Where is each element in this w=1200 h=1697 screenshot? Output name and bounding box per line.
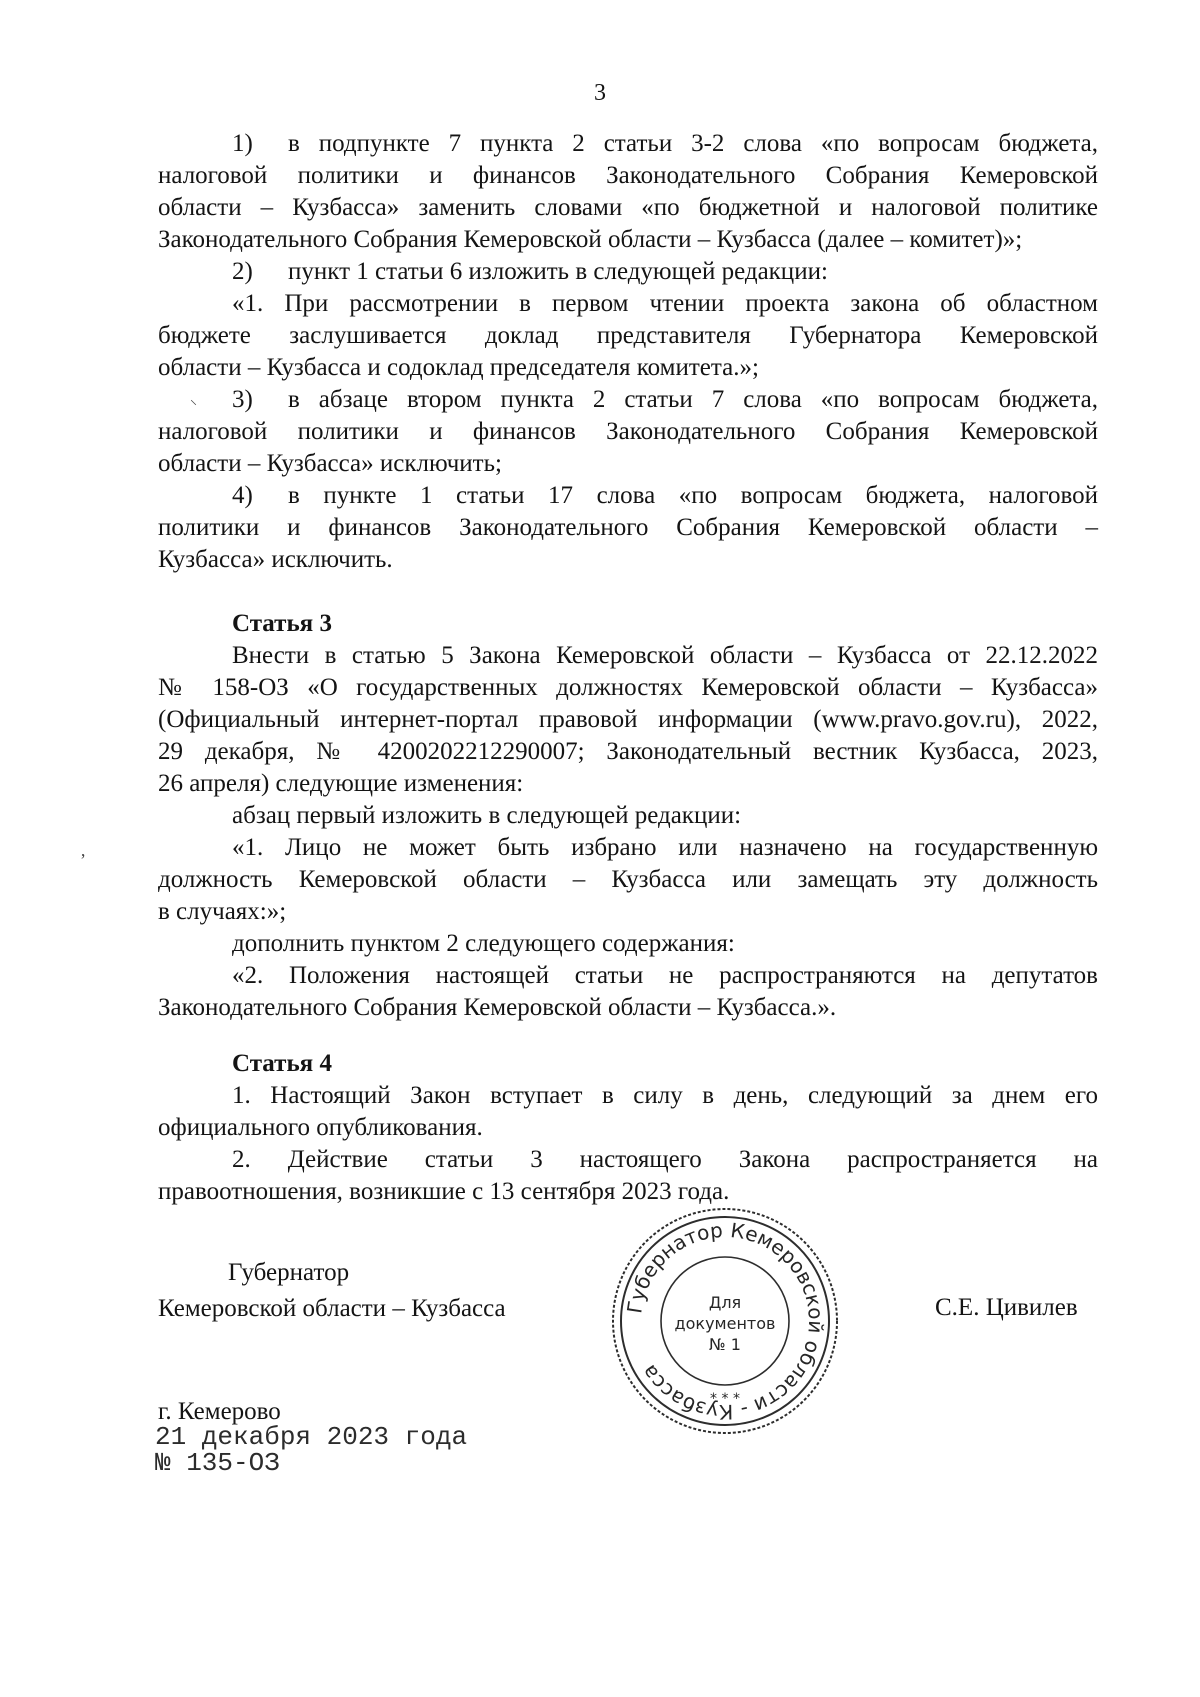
- signature-name: С.Е. Цивилев: [935, 1294, 1078, 1321]
- a3-p1-line-1: Внести в статью 5 Закона Кемеровской области – Кузбасса от 22.12.2022: [232, 642, 1098, 669]
- item-1-line-2: налоговой политики и финансов Законодательного Собрания Кемеровской: [158, 162, 1098, 189]
- scan-speck: ʼ: [80, 850, 86, 870]
- article3: [158, 608, 1098, 1024]
- item-1-line-1: 1) в подпункте 7 пункта 2 статьи 3-2 слова «по вопросам бюджета,: [232, 130, 1098, 157]
- a3-p1-line-3: (Официальный интернет-портал правовой информации (www.pravo.gov.ru), 2022,: [158, 706, 1098, 733]
- a3-p1-line-2: № 158-ОЗ «О государственных должностях Кемеровской области – Кузбасса»: [158, 674, 1098, 701]
- stamp-stars: * * *: [710, 1391, 740, 1407]
- a4-p1-line-2: официального опубликования.: [158, 1114, 483, 1141]
- signature-title: [158, 1255, 506, 1327]
- item-1-line-3: области – Кузбасса» заменить словами «по бюджетной и налоговой политике: [158, 194, 1098, 221]
- law-number: № 135-ОЗ: [155, 1448, 280, 1478]
- article4: [158, 1048, 1098, 1208]
- a3-p2-line-1: абзац первый изложить в следующей редакции:: [232, 802, 742, 829]
- item-1-line-4: Законодательного Собрания Кемеровской области – Кузбасса (далее – комитет)»;: [158, 226, 1023, 253]
- a4-p2-line-2: правоотношения, возникшие с 13 сентября 2023 года.: [158, 1178, 730, 1205]
- date-and-number: [155, 1424, 467, 1476]
- quote-1-line-3: области – Кузбасса и содоклад председателя комитета.»;: [158, 354, 759, 381]
- article4-title: Статья 4: [232, 1050, 332, 1077]
- a3-p3-line-3: в случаях:»;: [158, 898, 287, 925]
- quote-1-line-2: бюджете заслушивается доклад представителя Губернатора Кемеровской: [158, 322, 1098, 349]
- a4-p2-line-1: 2. Действие статьи 3 настоящего Закона распространяется на: [232, 1146, 1098, 1173]
- quote-1-line-1: «1. При рассмотрении в первом чтении проекта закона об областном: [232, 290, 1098, 317]
- stamp-ring-text: Губернатор Кемеровской области - Кузбасса: [622, 1217, 829, 1425]
- stamp-center-line-2: документов: [674, 1314, 776, 1333]
- stamp-center-line-3: № 1: [709, 1335, 741, 1354]
- item-4-line-1: 4) в пункте 1 статьи 17 слова «по вопросам бюджета, налоговой: [232, 482, 1098, 509]
- place-of-signing: г. Кемерово: [158, 1398, 281, 1425]
- a3-p5-line-2: Законодательного Собрания Кемеровской области – Кузбасса.».: [158, 994, 837, 1021]
- item-2-line-1: 2) пункт 1 статьи 6 изложить в следующей редакции:: [232, 258, 828, 285]
- item-3-line-2: налоговой политики и финансов Законодательного Собрания Кемеровской: [158, 418, 1098, 445]
- a3-p4-line-1: дополнить пунктом 2 следующего содержания:: [232, 930, 735, 957]
- a3-p3-line-2: должность Кемеровской области – Кузбасса или замещать эту должность: [158, 866, 1098, 893]
- a3-p5-line-1: «2. Положения настоящей статьи не распространяются на депутатов: [232, 962, 1098, 989]
- scan-speck: ⸜: [190, 393, 197, 408]
- article3-title: Статья 3: [232, 610, 332, 637]
- signature-title-line-1: Губернатор: [228, 1259, 350, 1286]
- official-seal-stamp: [607, 1203, 843, 1439]
- a3-p3-line-1: «1. Лицо не может быть избрано или назначено на государственную: [232, 834, 1098, 861]
- stamp-center-line-1: Для: [708, 1293, 742, 1312]
- item-4-line-2: политики и финансов Законодательного Собрания Кемеровской области –: [158, 514, 1098, 541]
- page-number: 3: [594, 80, 606, 106]
- a3-p1-line-4: 29 декабря, № 4200202212290007; Законодательный вестник Кузбасса, 2023,: [158, 738, 1098, 765]
- signing-date: 21 декабря 2023 года: [155, 1422, 468, 1452]
- item-3-line-3: области – Кузбасса» исключить;: [158, 450, 502, 477]
- a3-p1-line-5: 26 апреля) следующие изменения:: [158, 770, 524, 797]
- item-3-line-1: 3) в абзаце втором пункта 2 статьи 7 слова «по вопросам бюджета,: [232, 386, 1098, 413]
- a4-p1-line-1: 1. Настоящий Закон вступает в силу в день, следующий за днем его: [232, 1082, 1098, 1109]
- item-4-line-3: Кузбасса» исключить.: [158, 546, 393, 573]
- signature-title-line-2: Кемеровской области – Кузбасса: [158, 1295, 506, 1322]
- article2-list: [158, 128, 1098, 576]
